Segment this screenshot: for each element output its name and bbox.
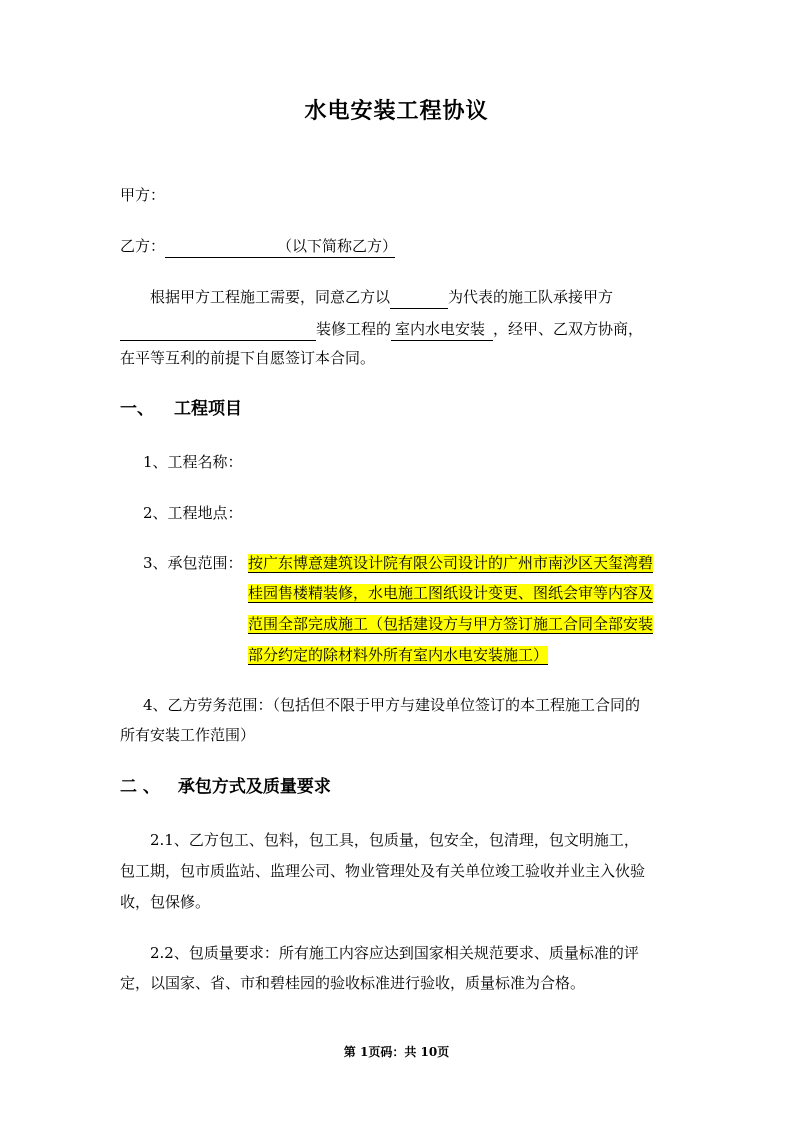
contract-scope-line: 部分约定的除材料外所有室内水电安装施工）	[248, 646, 549, 664]
intro-line-3: 在平等互利的前提下自愿签订本合同。	[120, 349, 376, 367]
project-name-item: 1、工程名称：	[143, 453, 243, 471]
intro-text-1a: 根据甲方工程施工需要，同意乙方以	[150, 288, 391, 306]
section-2-heading	[120, 776, 331, 798]
contract-scope-line: 范围全部完成施工（包括建设方与甲方签订施工合同全部安装	[248, 615, 654, 633]
paragraph-2-1-line: 2.1、乙方包工、包料，包工具，包质量，包安全，包清理，包文明施工，	[150, 831, 639, 849]
page-footer: 第 1页码：共 10页	[343, 1045, 450, 1059]
representative-blank	[390, 286, 448, 309]
contract-scope-line: 按广东博意建筑设计院有限公司设计的广州市南沙区天玺湾碧	[248, 554, 654, 572]
section-1-heading	[120, 398, 242, 420]
paragraph-2-1-line: 包工期，包市质监站、监理公司、物业管理处及有关单位竣工验收并业主入伙验	[120, 862, 646, 880]
intro-line-1	[150, 286, 613, 309]
section-2-title: 承包方式及质量要求	[177, 777, 331, 797]
project-name-blank	[120, 318, 316, 341]
paragraph-2-1-line: 收，包保修。	[120, 893, 211, 911]
section-1-number: 一、	[120, 399, 154, 419]
party-a-label: 甲方：	[120, 186, 166, 204]
labor-scope-line-2: 所有安装工作范围）	[120, 726, 256, 744]
party-b-note: （以下简称乙方）	[277, 237, 398, 255]
paragraph-2-2-line: 2.2、包质量要求：所有施工内容应达到国家相关规范要求、质量标准的评	[150, 944, 639, 962]
intro-text-2a: 装修工程的	[316, 320, 392, 338]
party-b-blank	[165, 235, 398, 258]
party-b-label: 乙方：	[120, 237, 166, 255]
intro-text-2b: ，经甲、乙双方协商，	[493, 320, 644, 338]
contract-scope-label: 3、承包范围：	[143, 554, 243, 572]
labor-scope-line-1: 4、乙方劳务范围：（包括但不限于甲方与建设单位签订的本工程施工合同的	[143, 696, 641, 714]
project-location-item: 2、工程地点：	[143, 504, 243, 522]
party-b-line	[120, 235, 398, 258]
party-a-line	[120, 184, 165, 206]
project-type: 室内水电安装	[391, 318, 493, 341]
intro-text-1b: 为代表的施工队承接甲方	[448, 288, 614, 306]
intro-line-2	[120, 318, 643, 341]
section-1-title: 工程项目	[174, 399, 242, 419]
document-title: 水电安装工程协议	[304, 98, 489, 124]
section-2-number: 二 、	[120, 777, 160, 797]
paragraph-2-2-line: 定，以国家、省、市和碧桂园的验收标准进行验收，质量标准为合格。	[120, 974, 586, 992]
contract-scope-line: 桂园售楼精装修，水电施工图纸设计变更、图纸会审等内容及	[248, 584, 654, 602]
